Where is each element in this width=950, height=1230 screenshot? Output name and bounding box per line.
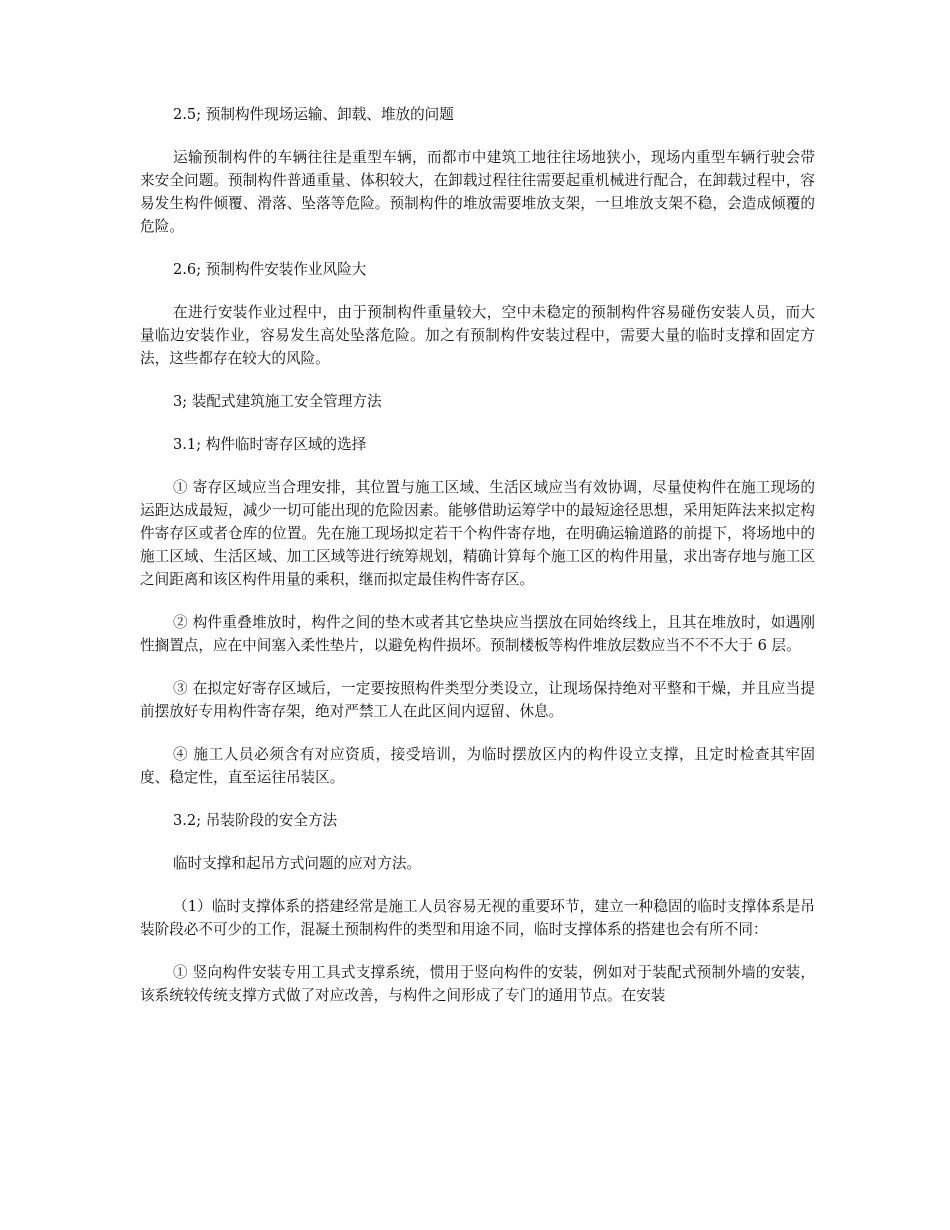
paragraph-item-4: ④ 施工人员必须含有对应资质，接受培训，为临时摆放区内的构件设立支撑，且定时检查其牢固度、稳定性，直至运往吊装区。 bbox=[140, 746, 815, 786]
paragraph-support-system: （1）临时支撑体系的搭建经常是施工人员容易无视的重要环节，建立一种稳固的临时支撑体系是吊装阶段必不可少的工作，混凝土预制构件的类型和用途不同，临时支撑体系的搭建也会有所不同： bbox=[140, 898, 815, 938]
section-heading-3: 3; 装配式建筑施工安全管理方法 bbox=[173, 393, 382, 410]
paragraph-transport: 运输预制构件的车辆往往是重型车辆，而都市中建筑工地往往场地狭小，现场内重型车辆行驶会带来安全问题。预制构件普通重量、体积较大，在卸载过程往往需要起重机械进行配合，在卸载过程中，容易发生构件倾覆、滑落、坠落等危险。预制构件的堆放需要堆放支架，一旦堆放支架不稳，会造成倾覆的危险。 bbox=[140, 149, 815, 235]
section-heading-3-2: 3.2; 吊装阶段的安全方法 bbox=[173, 812, 338, 829]
section-heading-2-6: 2.6; 预制构件安装作业风险大 bbox=[173, 261, 367, 278]
section-heading-3-1: 3.1; 构件临时寄存区域的选择 bbox=[173, 436, 367, 453]
paragraph-item-1: ① 寄存区域应当合理安排，其位置与施工区域、生活区域应当有效协调，尽量使构件在施工现场的运距达成最短，减少一切可能出现的危险因素。能够借助运筹学中的最短途径思想，采用矩阵法来拟定构件寄存区或者仓库的位置。先在施工现场拟定若干个构件寄存地，在明确运输道路的前提下，将场地中的施工区域、生活区域、加工区域等进行统筹规划，精确计算每个施工区的构件用量，求出寄存地与施工区之间距离和该区构件用量的乘积，继而拟定最佳构件寄存区。 bbox=[140, 479, 815, 588]
subheading-temporary-support: 临时支撑和起吊方式问题的应对方法。 bbox=[173, 855, 422, 872]
paragraph-vertical-support: ① 竖向构件安装专用工具式支撑系统，惯用于竖向构件的安装，例如对于装配式预制外墙的安装，该系统较传统支撑方式做了对应改善，与构件之间形成了专门的通用节点。在安装 bbox=[140, 964, 815, 1004]
paragraph-install-risk: 在进行安装作业过程中，由于预制构件重量较大，空中未稳定的预制构件容易碰伤安装人员，而大量临边安装作业，容易发生高处坠落危险。加之有预制构件安装过程中，需要大量的临时支撑和固定方法，这些都存在较大的风险。 bbox=[140, 304, 815, 367]
paragraph-item-2: ② 构件重叠堆放时，构件之间的垫木或者其它垫块应当摆放在同始终线上，且其在堆放时，如遇刚性搁置点，应在中间塞入柔性垫片，以避免构件损坏。预制楼板等构件堆放层数应当不不不大于 6 层。 bbox=[140, 614, 815, 654]
section-heading-2-5: 2.5; 预制构件现场运输、卸载、堆放的问题 bbox=[173, 106, 454, 123]
document-page bbox=[140, 103, 815, 1007]
paragraph-item-3: ③ 在拟定好寄存区域后，一定要按照构件类型分类设立，让现场保持绝对平整和干燥，并且应当提前摆放好专用构件寄存架，绝对严禁工人在此区间内逗留、休息。 bbox=[140, 680, 815, 720]
